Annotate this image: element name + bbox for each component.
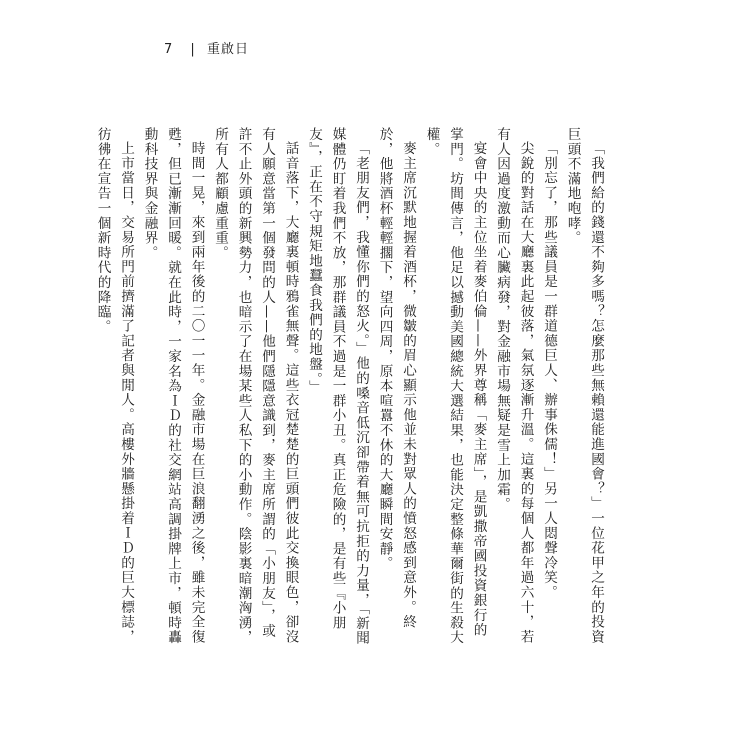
paragraph: 時間一晃，來到兩年後的二〇一一年。金融市場在巨浪翻湧之後，雖未完全復甦，但已漸漸回暖。就在此時，一家名為ＩＤ的社交網站高調掛牌上市，頓時轟動科技界與金融界。 [141, 127, 205, 645]
paragraph: 上市當日，交易所門前擠滿了記者與閒人。高樓外牆懸掛着ＩＤ的巨大標誌，彷彿在宣告一個新時代的降臨。 [94, 127, 134, 644]
paragraph: 「別忘了，那些議員是一群道德巨人、辦事侏儒！」另一人悶聲冷笑。 [541, 140, 557, 600]
page-number: 7 [164, 42, 174, 57]
header-separator: | [190, 42, 196, 57]
body-text [94, 127, 607, 647]
paragraph: 「老朋友們，我懂你們的怒火。」他的嗓音低沉卻帶着無可抗拒的力量，「新聞媒體仍盯着我們不放，那群議員不過是一群小丑。真正危險的，是有些『小朋友』，正在不守規矩地蠶食我們的地盤。」 [306, 127, 369, 645]
running-header [164, 38, 249, 57]
chapter-title: 重啟日 [206, 42, 249, 57]
paragraph: 尖銳的對話在大廳裏此起彼落，氣氛逐漸升溫。這裏的每個人都年過六十，若有人因過度激動而心臟病發，對金融市場無疑是雪上加霜。 [494, 127, 534, 644]
paragraph: 麥主席沉默地握着酒杯，微皺的眉心顯示他並未對眾人的憤怒感到意外。終於，他將酒杯輕輕擱下，望向四周，原本喧囂不休的大廳瞬間安靜。 [376, 127, 416, 629]
paragraph: 宴會中央的主位坐着麥伯倫——外界尊稱「麥主席」，是凱撒帝國投資銀行的掌門。坊間傳言，他足以撼動美國總統大選結果，也能決定整條華爾街的生殺大權。 [423, 127, 487, 645]
paragraph: 「我們給的錢還不夠多嗎？怎麼那些無賴還能進國會？」一位花甲之年的投資巨頭不滿地咆哮。 [564, 127, 604, 644]
paragraph: 話音落下，大廳裏頓時鴉雀無聲。這些衣冠楚楚的巨頭們彼此交換眼色，卻沒有人願意當第一個發問的人——他們隱隱意識到，麥主席所謂的「小朋友」，或許不止外頭的新興勢力，也暗示了在場某些人私下的小動作。陰影裏暗潮洶湧，所有人都顧慮重重。 [212, 127, 299, 645]
